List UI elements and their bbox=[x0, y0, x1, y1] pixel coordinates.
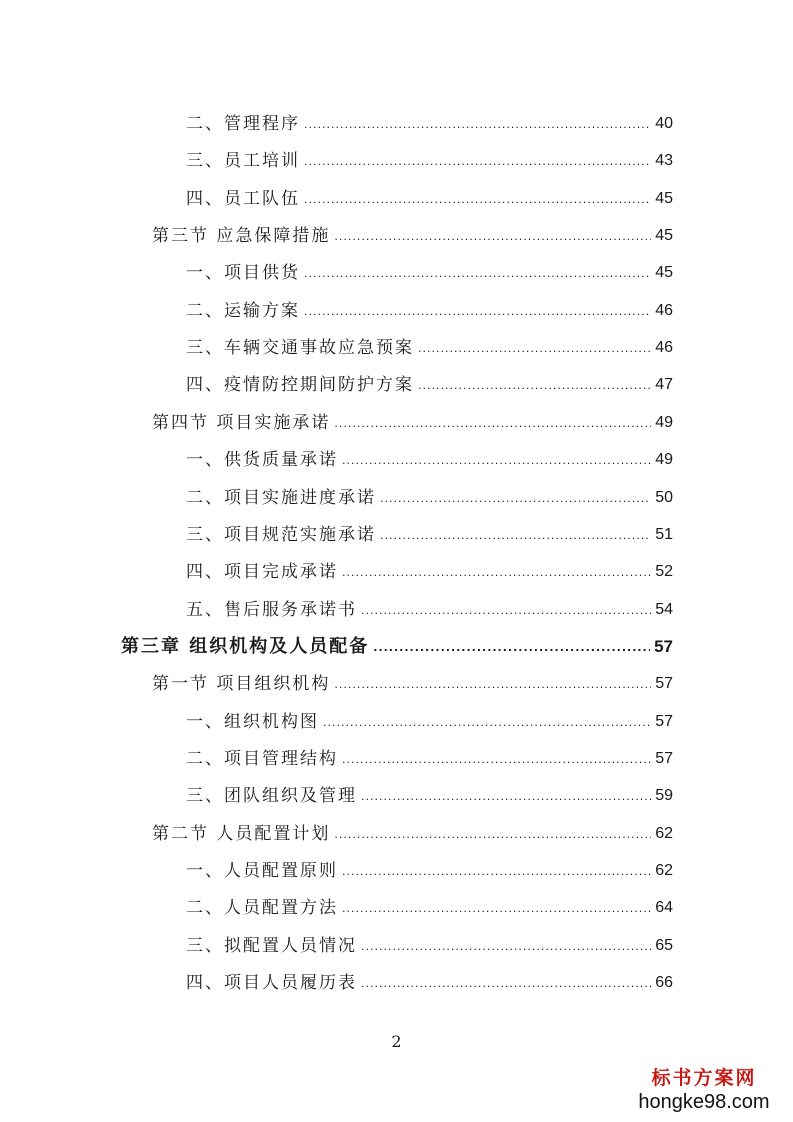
toc-entry-page: 49 bbox=[655, 451, 673, 469]
toc-leader-dots bbox=[334, 231, 651, 243]
toc-entry-title: 第四节 项目实施承诺 bbox=[152, 412, 331, 433]
toc-entry-page: 47 bbox=[655, 376, 673, 394]
toc-leader-dots bbox=[334, 418, 651, 430]
toc-leader-dots bbox=[342, 903, 651, 915]
toc-entry[interactable] bbox=[186, 515, 673, 545]
toc-leader-dots bbox=[361, 941, 651, 953]
toc-entry-title: 四、项目完成承诺 bbox=[186, 562, 338, 583]
toc-leader-dots bbox=[304, 119, 651, 131]
toc-entry-page: 46 bbox=[655, 301, 673, 319]
toc-leader-dots bbox=[361, 791, 651, 803]
toc-entry[interactable] bbox=[186, 141, 673, 171]
toc-entry-title: 一、项目供货 bbox=[186, 263, 300, 284]
toc-entry-page: 62 bbox=[655, 862, 673, 879]
toc-entry[interactable] bbox=[152, 664, 673, 694]
toc-entry[interactable] bbox=[186, 590, 673, 620]
toc-entry[interactable] bbox=[152, 814, 673, 844]
toc-leader-dots bbox=[361, 605, 651, 617]
toc-leader-dots bbox=[304, 156, 651, 168]
toc-entry-title: 第一节 项目组织机构 bbox=[152, 674, 331, 695]
toc-entry[interactable] bbox=[186, 851, 673, 881]
toc-entry-page: 57 bbox=[654, 636, 673, 656]
toc-entry[interactable] bbox=[186, 739, 673, 769]
toc-entry-page: 54 bbox=[655, 600, 673, 618]
toc-entry[interactable] bbox=[152, 216, 673, 246]
toc-entry-page: 43 bbox=[655, 152, 673, 170]
toc-entry[interactable] bbox=[186, 888, 673, 918]
toc-entry-title: 二、项目实施进度承诺 bbox=[186, 487, 376, 508]
toc-leader-dots bbox=[323, 717, 651, 729]
watermark bbox=[629, 1066, 779, 1114]
toc-entry[interactable] bbox=[152, 403, 673, 433]
toc-leader-dots bbox=[418, 343, 651, 355]
toc-leader-dots bbox=[342, 567, 651, 579]
toc-entry-title: 第三章 组织机构及人员配备 bbox=[121, 635, 370, 657]
toc-entry[interactable] bbox=[121, 627, 673, 657]
toc-entry-title: 四、项目人员履历表 bbox=[186, 973, 357, 994]
toc-entry-title: 第三节 应急保障措施 bbox=[152, 226, 331, 247]
toc-leader-dots bbox=[304, 268, 651, 280]
toc-entry-title: 三、拟配置人员情况 bbox=[186, 935, 357, 956]
toc-leader-dots bbox=[342, 455, 651, 467]
toc-leader-dots bbox=[342, 754, 651, 766]
toc-entry-page: 50 bbox=[655, 488, 673, 506]
toc-entry-title: 一、人员配置原则 bbox=[186, 861, 338, 881]
toc-entry-title: 第二节 人员配置计划 bbox=[152, 823, 331, 844]
toc-entry[interactable] bbox=[186, 104, 673, 134]
toc-entry[interactable] bbox=[186, 328, 673, 358]
toc-entry-page: 45 bbox=[655, 264, 673, 282]
toc-leader-dots bbox=[334, 679, 651, 691]
toc-entry[interactable] bbox=[186, 926, 673, 956]
toc-entry-title: 三、项目规范实施承诺 bbox=[186, 524, 376, 545]
toc-entry-title: 三、员工培训 bbox=[186, 151, 300, 172]
toc-entry[interactable] bbox=[186, 440, 673, 470]
toc-entry-page: 62 bbox=[655, 824, 673, 842]
toc-entry-page: 65 bbox=[655, 936, 673, 954]
toc-entry-page: 59 bbox=[655, 787, 673, 805]
toc-entry[interactable] bbox=[186, 963, 673, 993]
toc-entry-page: 45 bbox=[655, 227, 673, 245]
toc-entry[interactable] bbox=[186, 365, 673, 395]
toc-leader-dots bbox=[304, 194, 651, 206]
toc-entry[interactable] bbox=[186, 179, 673, 209]
toc-entry-title: 三、团队组织及管理 bbox=[186, 786, 357, 807]
toc-leader-dots bbox=[334, 829, 651, 841]
toc-entry-title: 二、项目管理结构 bbox=[186, 748, 338, 769]
toc-entry-title: 四、疫情防控期间防护方案 bbox=[186, 375, 414, 396]
watermark-title: 标书方案网 bbox=[651, 1067, 757, 1089]
page-number: 2 bbox=[391, 1032, 402, 1051]
toc-entry-page: 66 bbox=[655, 974, 673, 992]
toc-entry-page: 57 bbox=[655, 712, 673, 730]
toc-entry-page: 46 bbox=[655, 339, 673, 357]
toc-leader-dots bbox=[361, 978, 651, 990]
toc-entry-title: 三、车辆交通事故应急预案 bbox=[186, 338, 414, 359]
toc-entry-title: 一、供货质量承诺 bbox=[186, 450, 338, 471]
toc-entry-page: 57 bbox=[655, 675, 673, 693]
toc-entry-page: 51 bbox=[655, 525, 673, 543]
toc-entry-title: 五、售后服务承诺书 bbox=[186, 599, 357, 620]
toc-entry-title: 二、人员配置方法 bbox=[186, 898, 338, 919]
toc-entry[interactable] bbox=[186, 291, 673, 321]
toc-entry[interactable] bbox=[186, 776, 673, 806]
toc-entry[interactable] bbox=[186, 253, 673, 283]
toc-entry[interactable] bbox=[186, 702, 673, 732]
watermark-url: hongke98.com bbox=[638, 1091, 770, 1113]
toc-entry-page: 49 bbox=[655, 413, 673, 431]
toc-leader-dots bbox=[380, 493, 651, 505]
toc-entry-page: 57 bbox=[655, 749, 673, 767]
toc-leader-dots bbox=[418, 380, 651, 392]
toc-entry-title: 二、运输方案 bbox=[186, 300, 300, 321]
toc-entry-title: 四、员工队伍 bbox=[186, 188, 300, 209]
toc-entry[interactable] bbox=[186, 478, 673, 508]
toc-leader-dots bbox=[342, 866, 651, 878]
toc-entry-title: 一、组织机构图 bbox=[186, 711, 319, 732]
toc-entry-page: 64 bbox=[655, 899, 673, 917]
toc-leader-dots bbox=[380, 530, 651, 542]
toc-entry-page: 52 bbox=[655, 563, 673, 581]
toc-entry[interactable] bbox=[186, 552, 673, 582]
toc-entry-title: 二、管理程序 bbox=[186, 114, 300, 134]
toc-entry-page: 45 bbox=[655, 189, 673, 207]
toc-leader-dots bbox=[304, 306, 651, 318]
toc-leader-dots bbox=[373, 642, 650, 654]
toc-entry-page: 40 bbox=[655, 115, 673, 132]
